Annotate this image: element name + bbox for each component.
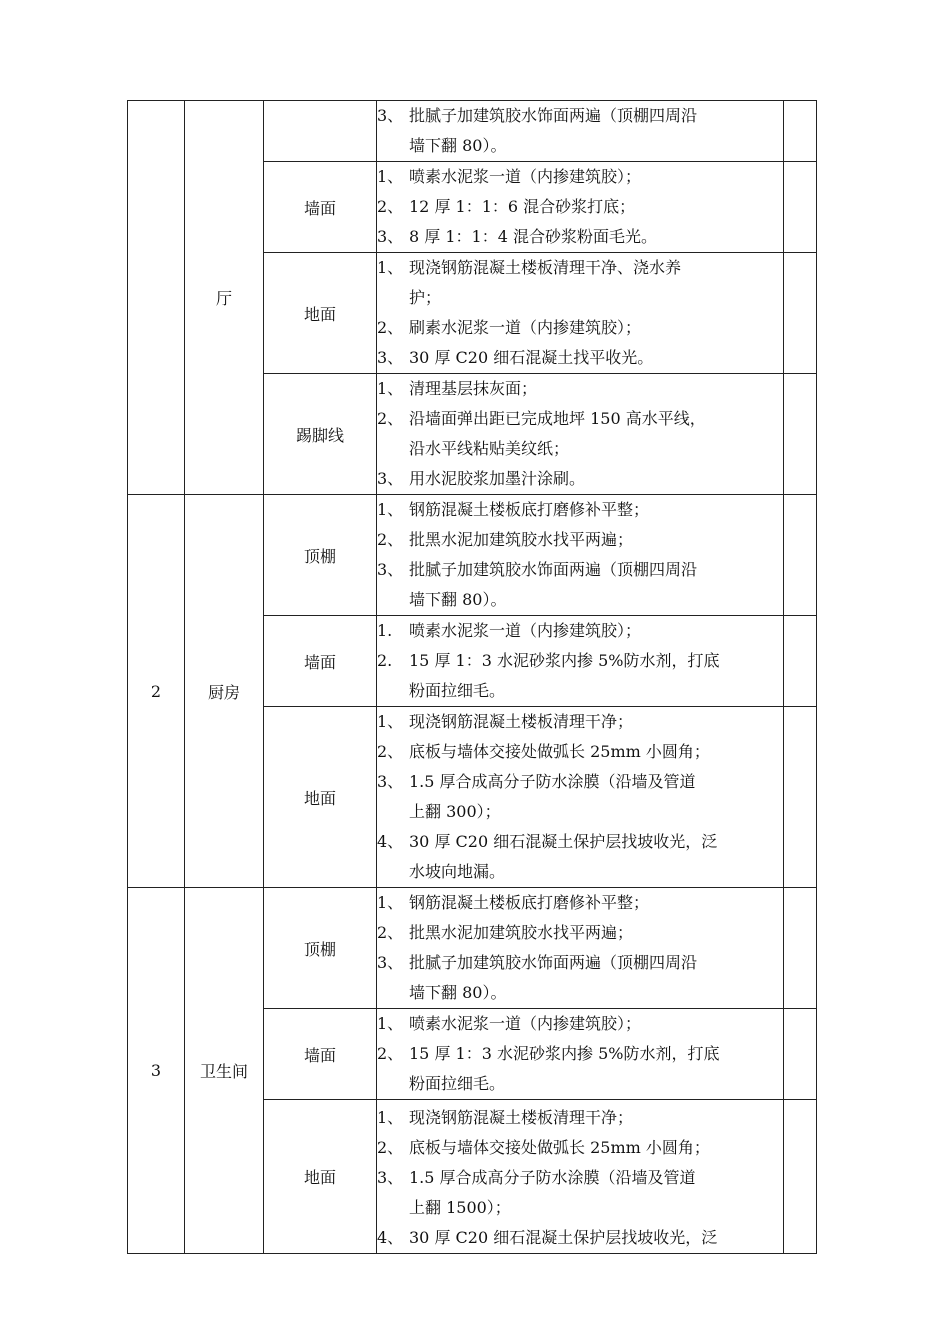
step-number: 2、 [377, 318, 404, 337]
desc-cell [377, 374, 784, 495]
desc-continuation: 粉面拉细毛。 [409, 1074, 506, 1093]
desc-continuation: 粉面拉细毛。 [409, 681, 506, 700]
desc-line [377, 525, 783, 555]
step-text: 底板与墙体交接处做弧长 25mm 小圆角； [409, 742, 710, 761]
part-cell: 地面 [264, 707, 377, 888]
step-text: 钢筋混凝土楼板底打磨修补平整； [409, 893, 650, 912]
part-cell: 地面 [264, 1100, 377, 1254]
step-text: 15 厚 1：3 水泥砂浆内掺 5%防水剂，打底 [409, 1044, 720, 1063]
step-text: 用水泥胶浆加墨汁涂刷。 [409, 469, 586, 488]
desc-line [377, 827, 783, 857]
step-number: 1、 [377, 500, 404, 519]
step-text: 沿墙面弹出距已完成地坪 150 高水平线， [409, 409, 706, 428]
remark-cell [784, 1009, 817, 1100]
step-text: 30 厚 C20 细石混凝土保护层找坡收光，泛 [409, 832, 718, 851]
step-number: 1、 [377, 893, 404, 912]
part-cell: 墙面 [264, 616, 377, 707]
desc-cell [377, 888, 784, 1009]
item-number-cell [128, 101, 185, 495]
desc-line [377, 162, 783, 192]
step-text: 批腻子加建筑胶水饰面两遍（顶棚四周沿 [409, 953, 698, 972]
desc-cell [377, 162, 784, 253]
room-cell: 厨房 [185, 495, 264, 888]
remark-cell [784, 888, 817, 1009]
remark-cell [784, 707, 817, 888]
desc-cell [377, 101, 784, 162]
desc-line [377, 1133, 783, 1163]
desc-cell [377, 707, 784, 888]
step-text: 8 厚 1：1：4 混合砂浆粉面毛光。 [409, 227, 657, 246]
desc-line [377, 313, 783, 343]
step-number: 1. [377, 621, 393, 640]
remark-cell [784, 1100, 817, 1254]
desc-continuation: 上翻 300）； [409, 802, 501, 821]
item-number-cell: 3 [128, 888, 185, 1254]
step-number: 2、 [377, 1138, 404, 1157]
step-number: 2、 [377, 1044, 404, 1063]
step-number: 4、 [377, 1228, 404, 1247]
step-number: 3、 [377, 953, 404, 972]
step-text: 15 厚 1：3 水泥砂浆内掺 5%防水剂，打底 [409, 651, 720, 670]
step-number: 1、 [377, 258, 404, 277]
step-number: 2、 [377, 923, 404, 942]
step-text: 喷素水泥浆一道（内掺建筑胶）； [409, 1014, 642, 1033]
desc-cell [377, 1100, 784, 1254]
step-number: 2、 [377, 409, 404, 428]
desc-cell [377, 253, 784, 374]
part-cell: 墙面 [264, 162, 377, 253]
step-text: 12 厚 1：1：6 混合砂浆打底； [409, 197, 636, 216]
step-text: 清理基层抹灰面； [409, 379, 538, 398]
step-text: 1.5 厚合成高分子防水涂膜（沿墙及管道 [409, 772, 696, 791]
part-cell: 顶棚 [264, 888, 377, 1009]
room-cell: 厅 [185, 101, 264, 495]
step-text: 批黑水泥加建筑胶水找平两遍； [409, 530, 634, 549]
step-number: 2、 [377, 742, 404, 761]
desc-line [377, 948, 783, 978]
desc-continuation: 水坡向地漏。 [409, 862, 506, 881]
desc-line [377, 1009, 783, 1039]
step-number: 4、 [377, 832, 404, 851]
step-number: 1、 [377, 712, 404, 731]
desc-line [377, 737, 783, 767]
desc-continuation: 墙下翻 80）。 [409, 136, 507, 155]
step-number: 1、 [377, 1108, 404, 1127]
desc-line [377, 374, 783, 404]
desc-cell [377, 616, 784, 707]
desc-continuation: 护； [409, 288, 442, 307]
desc-line [377, 343, 783, 373]
step-number: 3、 [377, 348, 404, 367]
part-cell: 顶棚 [264, 495, 377, 616]
spec-table [127, 100, 817, 1254]
step-text: 批腻子加建筑胶水饰面两遍（顶棚四周沿 [409, 106, 698, 125]
step-text: 现浇钢筋混凝土楼板清理干净； [409, 712, 634, 731]
step-text: 喷素水泥浆一道（内掺建筑胶）； [409, 167, 642, 186]
desc-continuation: 沿水平线粘贴美纹纸； [409, 439, 570, 458]
step-text: 钢筋混凝土楼板底打磨修补平整； [409, 500, 650, 519]
part-cell: 踢脚线 [264, 374, 377, 495]
desc-line [377, 918, 783, 948]
step-number: 1、 [377, 1014, 404, 1033]
step-number: 2. [377, 651, 393, 670]
desc-line [377, 1103, 783, 1133]
desc-line [377, 707, 783, 737]
step-text: 批黑水泥加建筑胶水找平两遍； [409, 923, 634, 942]
step-text: 现浇钢筋混凝土楼板清理干净； [409, 1108, 634, 1127]
desc-continuation: 墙下翻 80）。 [409, 590, 507, 609]
desc-continuation: 墙下翻 80）。 [409, 983, 507, 1002]
desc-cell [377, 495, 784, 616]
step-text: 喷素水泥浆一道（内掺建筑胶）； [409, 621, 642, 640]
desc-line [377, 1223, 783, 1253]
step-number: 2、 [377, 197, 404, 216]
desc-continuation: 上翻 1500）； [409, 1198, 511, 1217]
part-cell: 地面 [264, 253, 377, 374]
desc-line [377, 1163, 783, 1193]
step-text: 刷素水泥浆一道（内掺建筑胶）； [409, 318, 642, 337]
desc-line [377, 464, 783, 494]
desc-line [377, 495, 783, 525]
step-number: 3、 [377, 227, 404, 246]
desc-line [377, 222, 783, 252]
step-text: 底板与墙体交接处做弧长 25mm 小圆角； [409, 1138, 710, 1157]
remark-cell [784, 253, 817, 374]
step-text: 现浇钢筋混凝土楼板清理干净、浇水养 [409, 258, 682, 277]
desc-line [377, 404, 783, 434]
item-number-cell: 2 [128, 495, 185, 888]
part-cell [264, 101, 377, 162]
step-number: 3、 [377, 469, 404, 488]
step-number: 3、 [377, 1168, 404, 1187]
desc-line [377, 253, 783, 283]
desc-line [377, 555, 783, 585]
step-number: 3、 [377, 560, 404, 579]
remark-cell [784, 162, 817, 253]
remark-cell [784, 495, 817, 616]
step-text: 批腻子加建筑胶水饰面两遍（顶棚四周沿 [409, 560, 698, 579]
remark-cell [784, 101, 817, 162]
desc-line [377, 646, 783, 676]
desc-line [377, 767, 783, 797]
step-number: 1、 [377, 167, 404, 186]
step-number: 3、 [377, 772, 404, 791]
desc-cell [377, 1009, 784, 1100]
desc-line [377, 192, 783, 222]
step-number: 2、 [377, 530, 404, 549]
desc-line [377, 888, 783, 918]
desc-line [377, 101, 783, 131]
desc-line [377, 1039, 783, 1069]
step-number: 1、 [377, 379, 404, 398]
room-cell: 卫生间 [185, 888, 264, 1254]
step-text: 1.5 厚合成高分子防水涂膜（沿墙及管道 [409, 1168, 696, 1187]
remark-cell [784, 374, 817, 495]
desc-line [377, 616, 783, 646]
remark-cell [784, 616, 817, 707]
step-text: 30 厚 C20 细石混凝土保护层找坡收光，泛 [409, 1228, 718, 1247]
step-number: 3、 [377, 106, 404, 125]
step-text: 30 厚 C20 细石混凝土找平收光。 [409, 348, 654, 367]
part-cell: 墙面 [264, 1009, 377, 1100]
